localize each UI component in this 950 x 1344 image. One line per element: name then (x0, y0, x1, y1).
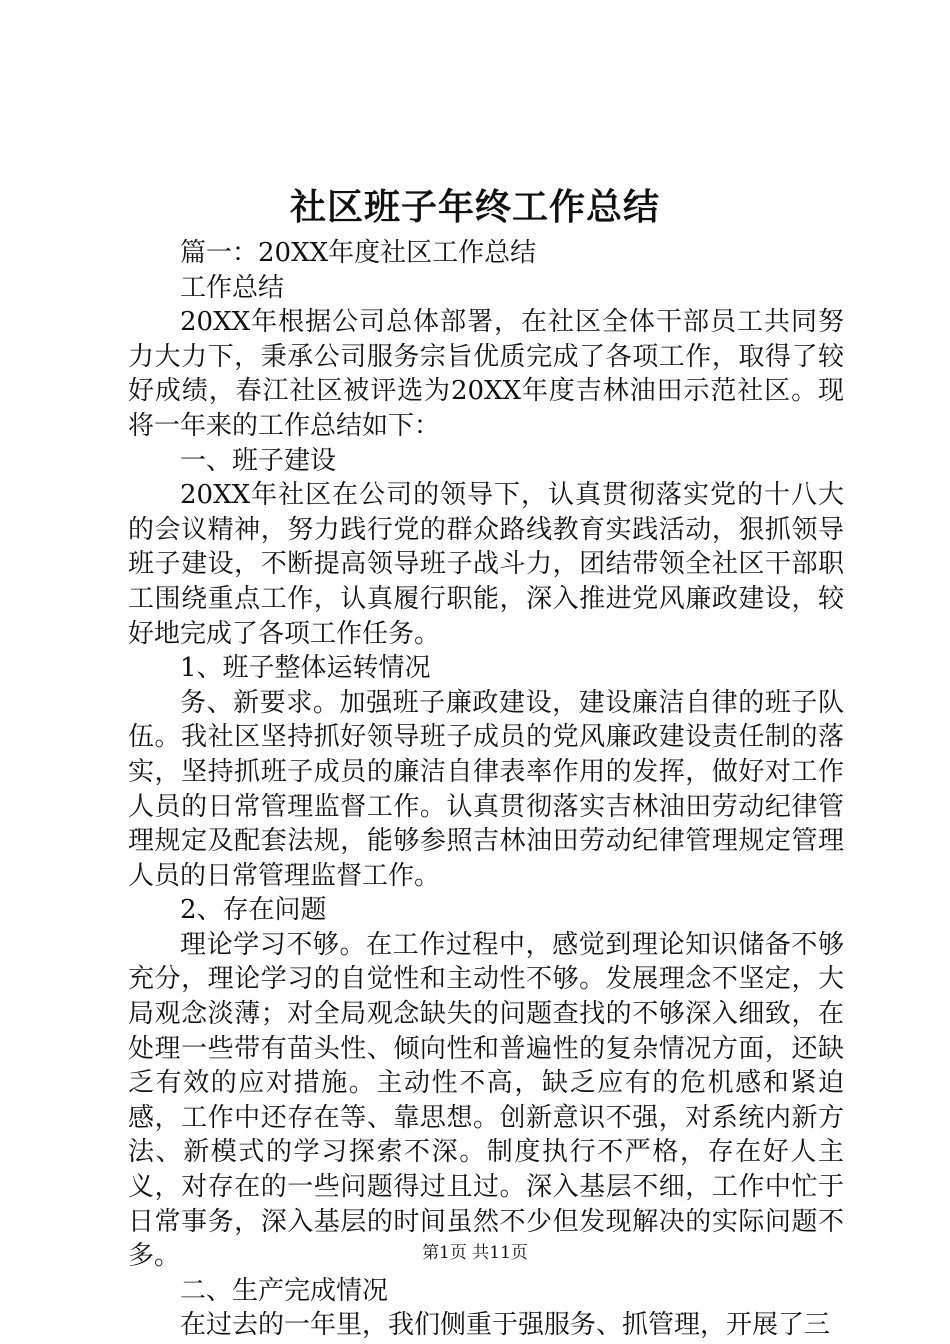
paragraph-team-building: 20XX年社区在公司的领导下，认真贯彻落实党的十八大的会议精神，努力践行党的群众路线教育实践活动，狠抓领导班子建设，不断提高领导班子战斗力，团结带领全社区干部职工围绕重点工作，认真履行职能，深入推进党风廉政建设，较好地完成了各项工作任务。 (128, 480, 844, 649)
paragraph-heading-problems: 2、存在问题 (180, 895, 327, 926)
paragraph-intro: 20XX年根据公司总体部署，在社区全体干部员工共同努力大力下，秉承公司服务宗旨优质完成了各项工作，取得了较好成绩，春江社区被评选为20XX年度吉林油田示范社区。现将一年来的工作总结如下： (128, 307, 844, 441)
paragraph-heading-team-building: 一、班子建设 (180, 445, 337, 476)
paragraph-heading-operation: 1、班子整体运转情况 (180, 653, 431, 684)
paragraph-subheading: 工作总结 (180, 272, 285, 303)
paragraph-problems: 理论学习不够。在工作过程中，感觉到理论知识储备不够充分，理论学习的自觉性和主动性不够。发展理念不坚定，大局观念淡薄；对全局观念缺失的问题查找的不够深入细致，在处理一些带有苗头性、倾向性和普遍性的复杂情况方面，还缺乏有效的应对措施。主动性不高，缺乏应有的危机感和紧迫感，工作中还存在等、靠思想。创新意识不强，对系统内新方法、新模式的学习探索不深。制度执行不严格，存在好人主义，对存在的一些问题得过且过。深入基层不细，工作中忙于日常事务，深入基层的时间虽然不少但发现解决的实际问题不多。 (128, 929, 844, 1272)
document-body (128, 236, 844, 1343)
paragraph-production: 在过去的一年里，我们侧重于强服务、抓管理，开展了三 (180, 1310, 831, 1341)
paragraph-operation: 务、新要求。加强班子廉政建设，建设廉洁自律的班子队伍。我社区坚持抓好领导班子成员的党风廉政建设责任制的落实，坚持抓班子成员的廉洁自律表率作用的发挥，做好对工作人员的日常管理监督工作。认真贯彻落实吉林油田劳动纪律管理规定及配套法规，能够参照吉林油田劳动纪律管理规定管理人员的日常管理监督工作。 (128, 687, 844, 891)
paragraph-heading-production: 二、生产完成情况 (180, 1275, 389, 1306)
document-title: 社区班子年终工作总结 (289, 186, 660, 228)
paragraph-section-heading: 篇一：20XX年度社区工作总结 (180, 238, 537, 268)
page-number-footer: 第1页 共11页 (422, 1243, 528, 1263)
